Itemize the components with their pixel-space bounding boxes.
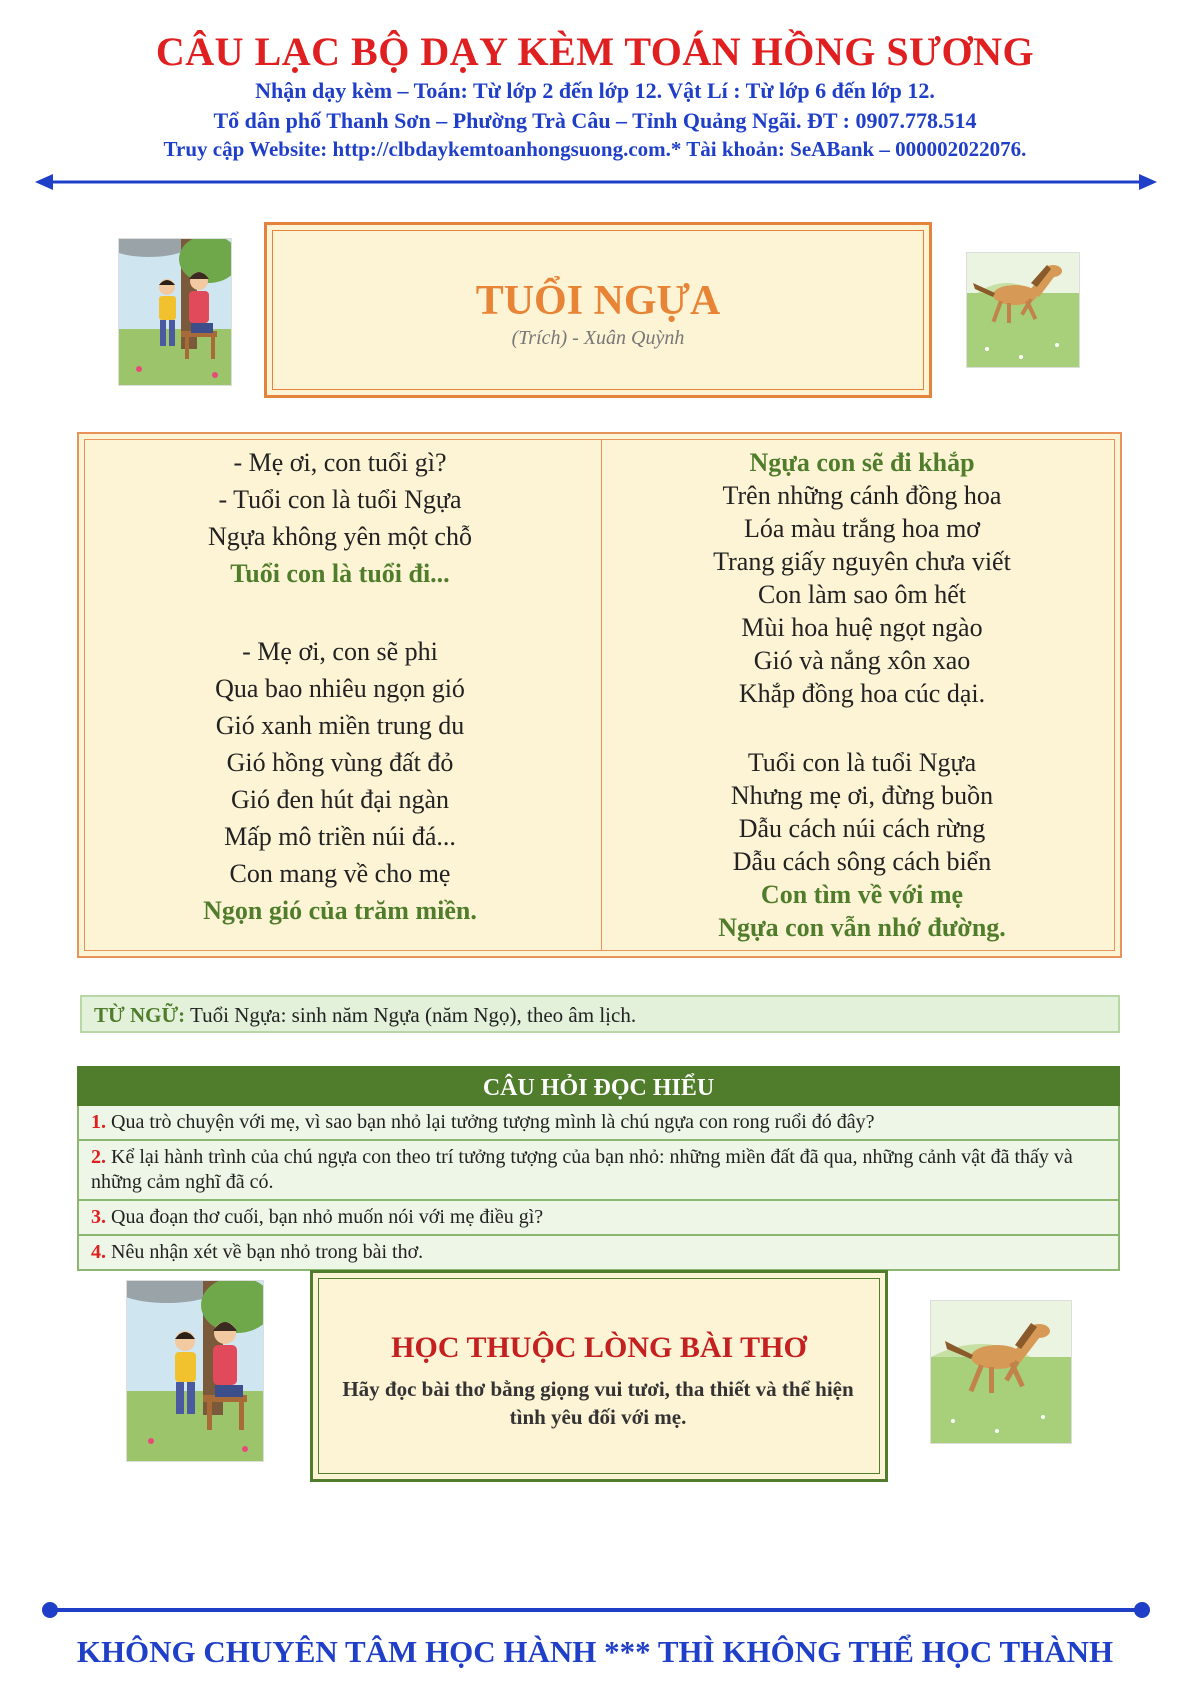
poem-line: Dẫu cách sông cách biển	[732, 847, 992, 876]
header-divider-arrow	[35, 170, 1157, 194]
memorize-instruction: Hãy đọc bài thơ bằng giọng vui tươi, tha thiết và thể hiện tình yêu đối với mẹ.	[342, 1377, 854, 1429]
vocabulary-text: Tuổi Ngựa: sinh năm Ngựa (năm Ngọ), theo âm lịch.	[185, 1003, 637, 1027]
question-text: Qua đoạn thơ cuối, bạn nhỏ muốn nói với mẹ điều gì?	[106, 1206, 544, 1228]
poem-line: Trang giấy nguyên chưa viết	[713, 547, 1011, 576]
poem-line: Mấp mô triền núi đá...	[224, 822, 456, 851]
poem-title: TUỔI NGỰA	[475, 278, 721, 324]
poem-line: Gió đen hút đại ngàn	[230, 785, 450, 814]
question-number: 4.	[91, 1241, 106, 1263]
poem-line-highlight: Ngựa con vẫn nhớ đường.	[718, 913, 1006, 942]
poem-line-highlight: Ngọn gió của trăm miền.	[203, 896, 477, 925]
question-text: Qua trò chuyện với mẹ, vì sao bạn nhỏ lại tưởng tượng mình là chú ngựa con rong ruổi đó đây?	[106, 1111, 875, 1133]
poem-line: Lóa màu trắng hoa mơ	[743, 514, 981, 543]
question-text: Nêu nhận xét về bạn nhỏ trong bài thơ.	[106, 1241, 424, 1263]
poem-line: Con mang về cho mẹ	[229, 859, 451, 888]
question-number: 3.	[91, 1206, 106, 1228]
poem-line-highlight: Ngựa con sẽ đi khắp	[749, 448, 975, 477]
question-item	[77, 1141, 1120, 1201]
header-website: Truy cập Website: http://clbdaykemtoanhongsuong.com.* Tài khoản: SeABank – 000002022076.	[163, 137, 1027, 161]
question-number: 1.	[91, 1111, 106, 1133]
header-address: Tổ dân phố Thanh Sơn – Phường Trà Câu – Tỉnh Quảng Ngãi. ĐT : 0907.778.514	[213, 108, 977, 133]
question-item	[77, 1106, 1120, 1141]
poem-line: Dẫu cách núi cách rừng	[738, 814, 986, 843]
mother-child-illustration	[118, 238, 232, 386]
poem-line-highlight: Con tìm về với mẹ	[760, 880, 964, 909]
poem-line: - Tuổi con là tuổi Ngựa	[218, 485, 462, 514]
header-teaching-info: Nhận dạy kèm – Toán: Từ lớp 2 đến lớp 12. Vật Lí : Từ lớp 6 đến lớp 12.	[255, 78, 935, 103]
poem-line: - Mẹ ơi, con sẽ phi	[242, 637, 438, 666]
memorize-box	[310, 1270, 888, 1482]
reading-questions	[77, 1066, 1120, 1271]
poem-line: Gió và nắng xôn xao	[753, 646, 971, 675]
poem-line: Ngựa không yên một chỗ	[208, 522, 472, 551]
poem-line-highlight: Tuổi con là tuổi đi...	[230, 559, 450, 588]
question-item	[77, 1201, 1120, 1236]
vocabulary-box	[80, 995, 1120, 1033]
club-title: CÂU LẠC BỘ DẠY KÈM TOÁN HỒNG SƯƠNG	[155, 29, 1035, 74]
poem-left-column	[85, 440, 595, 940]
poem-line: Con làm sao ôm hết	[758, 580, 966, 609]
footer-divider-line	[40, 1598, 1152, 1622]
poem-line: - Mẹ ơi, con tuổi gì?	[233, 448, 447, 477]
poem-right-column	[607, 440, 1117, 940]
question-number: 2.	[91, 1146, 106, 1168]
poem-line: Gió xanh miền trung du	[215, 711, 465, 740]
running-horse-illustration	[930, 1300, 1072, 1444]
poem-author: (Trích) - Xuân Quỳnh	[511, 327, 685, 349]
footer-motto: KHÔNG CHUYÊN TÂM HỌC HÀNH *** THÌ KHÔNG THỂ HỌC THÀNH	[76, 1634, 1114, 1669]
vocabulary-label: TỪ NGỮ:	[94, 1003, 186, 1027]
poem-line: Khắp đồng hoa cúc dại.	[738, 679, 986, 708]
poem-line: Mùi hoa huệ ngọt ngào	[741, 613, 983, 642]
poem-title-box	[264, 222, 932, 398]
question-text: Kể lại hành trình của chú ngựa con theo trí tưởng tượng của bạn nhỏ: những miền đất đã qua, những cảnh vật đã thấy và những cảm nghĩ đã có.	[91, 1146, 1073, 1193]
poem-line: Trên những cánh đồng hoa	[722, 481, 1002, 510]
poem-line: Qua bao nhiêu ngọn gió	[215, 674, 465, 703]
poem-line: Gió hồng vùng đất đỏ	[226, 748, 454, 777]
poem-line: Nhưng mẹ ơi, đừng buồn	[730, 781, 994, 810]
questions-heading: CÂU HỎI ĐỌC HIỂU	[77, 1066, 1120, 1106]
running-horse-illustration	[966, 252, 1080, 368]
memorize-title: HỌC THUỘC LÒNG BÀI THƠ	[391, 1331, 807, 1364]
question-item	[77, 1236, 1120, 1271]
poem-line: Tuổi con là tuổi Ngựa	[747, 748, 977, 777]
mother-child-illustration	[126, 1280, 264, 1462]
